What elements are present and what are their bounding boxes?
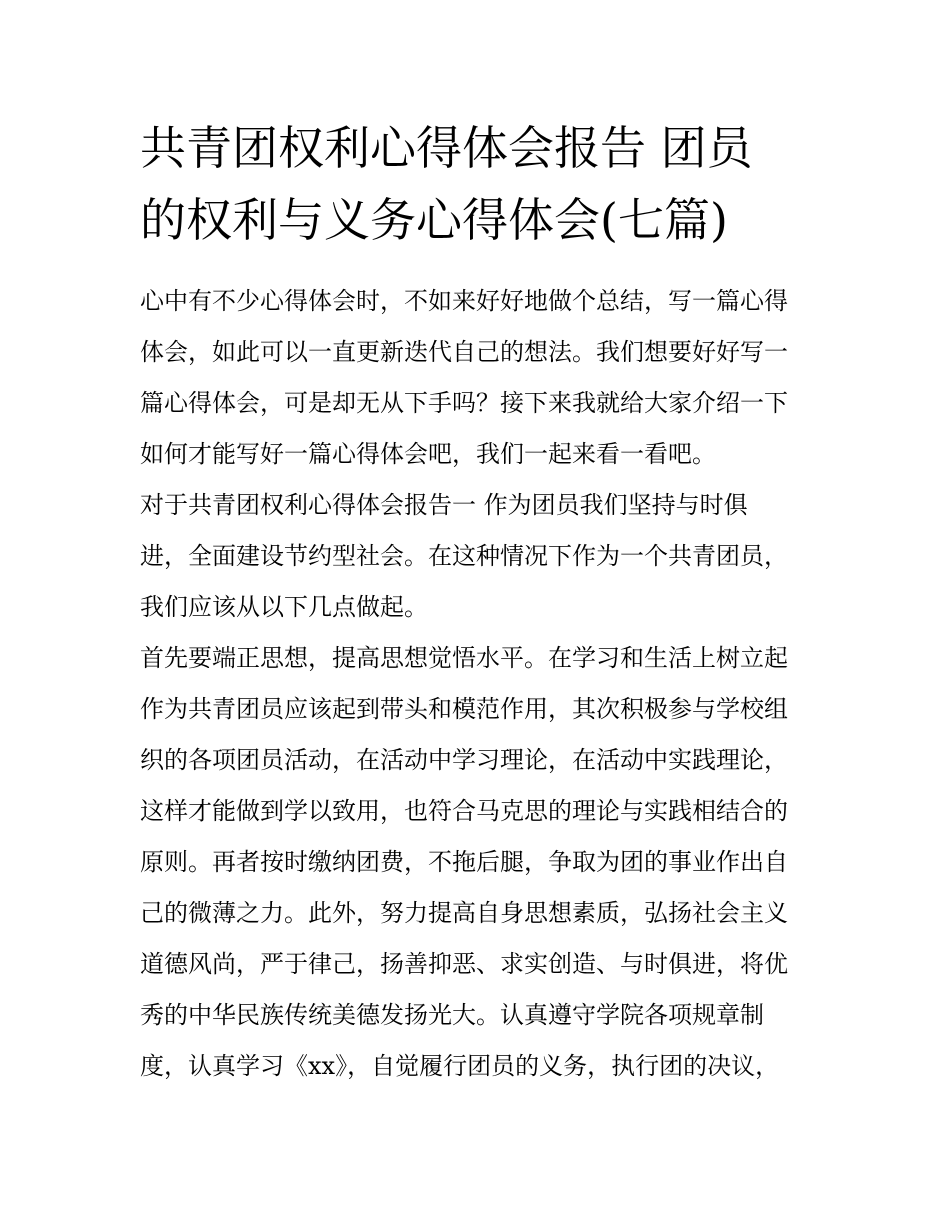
body-line: 篇心得体会，可是却无从下手吗？接下来我就给大家介绍一下 — [140, 389, 788, 417]
body-line: 体会，如此可以一直更新迭代自己的想法。我们想要好好写一 — [140, 338, 788, 366]
body-line: 对于共青团权利心得体会报告一 作为团员我们坚持与时俱 — [140, 491, 748, 519]
body-line: 心中有不少心得体会时，不如来好好地做个总结，写一篇心得 — [140, 287, 788, 315]
body-line: 原则。再者按时缴纳团费，不拖后腿，争取为团的事业作出自 — [140, 848, 788, 876]
body-line: 作为共青团员应该起到带头和模范作用，其次积极参与学校组 — [140, 695, 788, 723]
body-line: 进，全面建设节约型社会。在这种情况下作为一个共青团员， — [140, 542, 788, 570]
document-body — [140, 276, 820, 1092]
body-line: 度，认真学习《xx》，自觉履行团员的义务，执行团的决议， — [140, 1052, 780, 1080]
title-line-1: 共青团权利心得体会报告 团员 — [140, 121, 753, 175]
title-line-2: 的权利与义务心得体会(七篇) — [140, 193, 728, 247]
body-line: 秀的中华民族传统美德发扬光大。认真遵守学院各项规章制 — [140, 1001, 764, 1029]
document-title — [140, 112, 820, 256]
body-line: 如何才能写好一篇心得体会吧，我们一起来看一看吧。 — [140, 440, 716, 468]
body-line: 织的各项团员活动，在活动中学习理论，在活动中实践理论， — [140, 746, 788, 774]
body-line: 首先要端正思想，提高思想觉悟水平。在学习和生活上树立起 — [140, 644, 788, 672]
body-line: 这样才能做到学以致用，也符合马克思的理论与实践相结合的 — [140, 797, 788, 825]
body-line: 己的微薄之力。此外，努力提高自身思想素质，弘扬社会主义 — [140, 899, 788, 927]
body-line: 道德风尚，严于律己，扬善抑恶、求实创造、与时俱进，将优 — [140, 950, 788, 978]
body-line: 我们应该从以下几点做起。 — [140, 593, 428, 621]
